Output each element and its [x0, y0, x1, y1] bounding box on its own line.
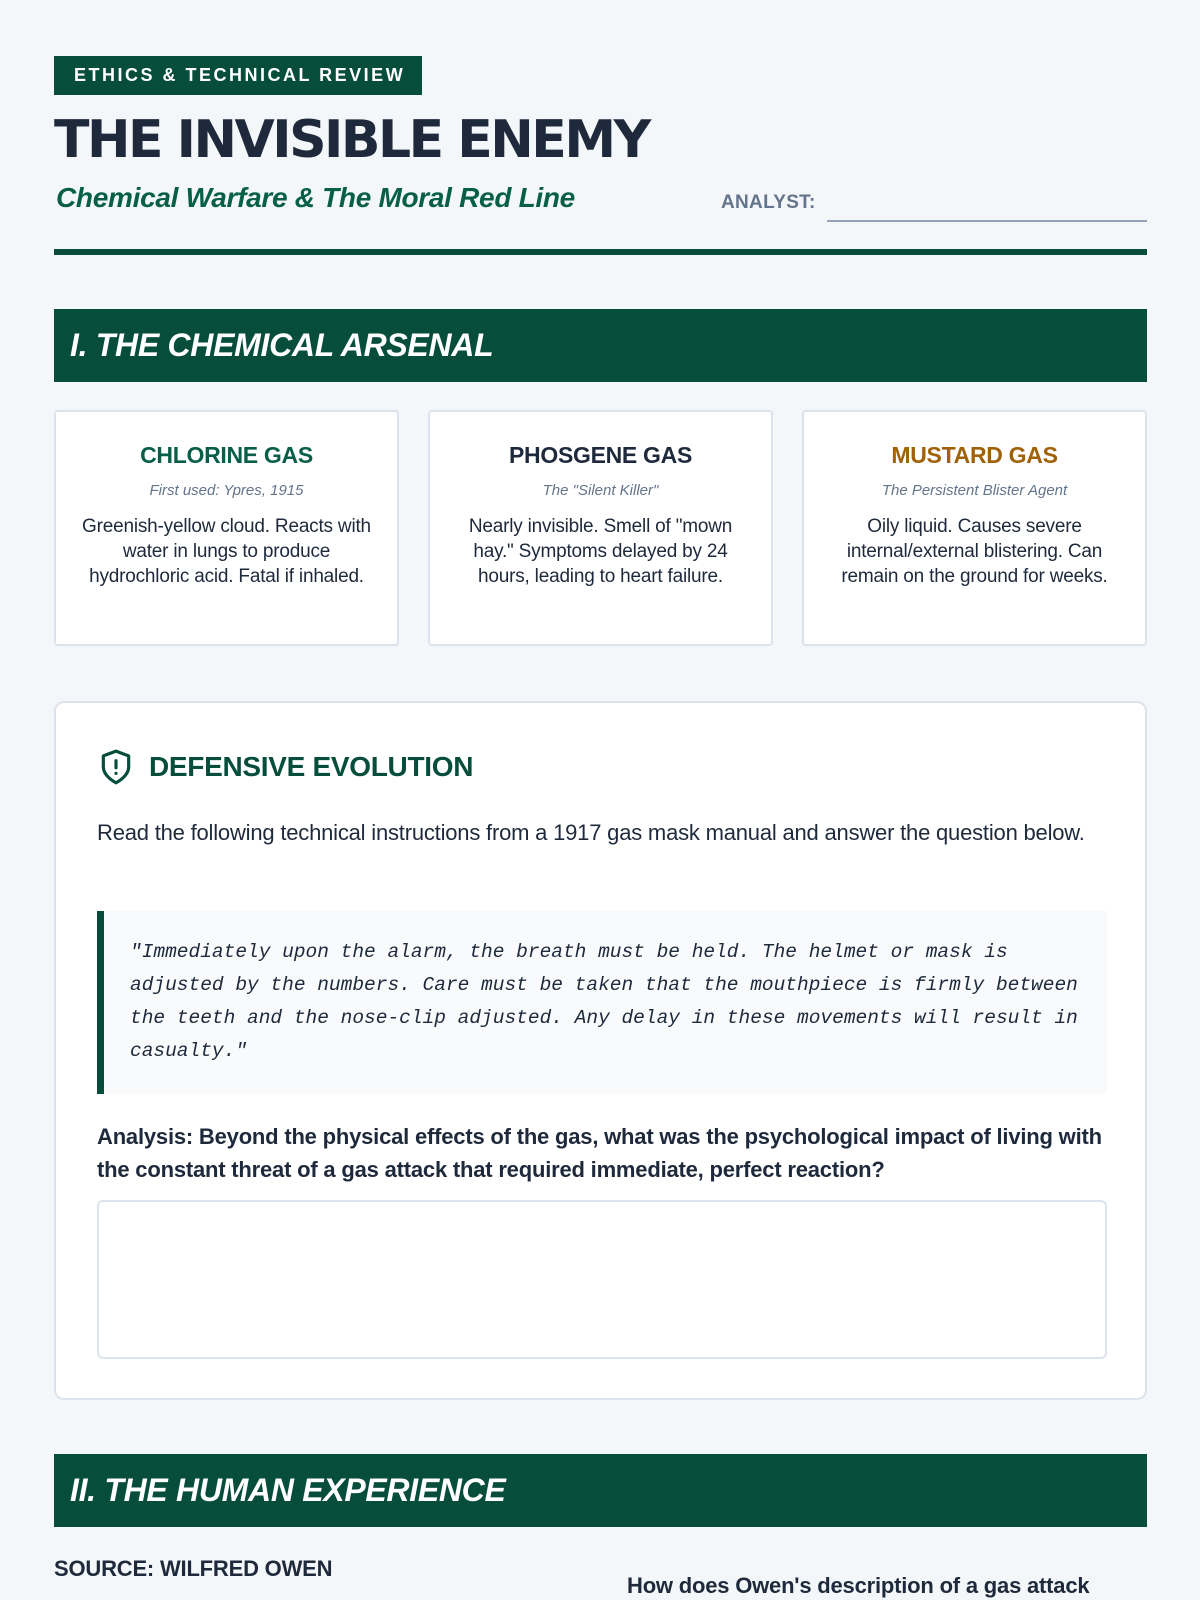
- card-subtitle: The Persistent Blister Agent: [881, 482, 1068, 499]
- card-title: CHLORINE GAS: [140, 442, 313, 468]
- source-label: SOURCE: WILFRED OWEN: [54, 1556, 333, 1581]
- card-title: MUSTARD GAS: [891, 442, 1058, 468]
- card-description: Oily liquid. Causes severe internal/external blistering. Can remain on the ground for weeks.: [841, 516, 1108, 587]
- page-subtitle: Chemical Warfare & The Moral Red Line: [56, 182, 575, 213]
- panel-instructions: Read the following technical instructions from a 1917 gas mask manual and answer the question below.: [97, 820, 1085, 845]
- analysis-answer-field[interactable]: [97, 1200, 1107, 1359]
- card-phosgene-gas: [428, 410, 773, 646]
- panel-title: DEFENSIVE EVOLUTION: [149, 751, 474, 782]
- card-subtitle: First used: Ypres, 1915: [149, 482, 304, 499]
- panel-header: [97, 747, 473, 787]
- manual-quote: "Immediately upon the alarm, the breath must be held. The helmet or mask is adjusted by the numbers. Care must be taken that the mouthpiece is firmly between the teeth and the nose-clip adjusted. Any delay in these movements will result in casualty.": [97, 911, 1107, 1094]
- section-heading-chemical-arsenal: I. THE CHEMICAL ARSENAL: [54, 309, 1147, 382]
- analysis-question: Analysis: Beyond the physical effects of the gas, what was the psychological impact of living with the constant threat of a gas attack that required immediate, perfect reaction?: [97, 1124, 1102, 1182]
- section-heading-human-experience: II. THE HUMAN EXPERIENCE: [54, 1454, 1147, 1527]
- header-divider: [54, 249, 1147, 255]
- analyst-label: ANALYST:: [721, 192, 816, 213]
- card-chlorine-gas: [54, 410, 399, 646]
- shield-alert-icon: [97, 747, 135, 787]
- category-tag: ETHICS & TECHNICAL REVIEW: [54, 56, 422, 95]
- worksheet-page: [54, 0, 1147, 1600]
- page-title: THE INVISIBLE ENEMY: [54, 110, 649, 170]
- card-subtitle: The "Silent Killer": [542, 482, 659, 499]
- card-description: Nearly invisible. Smell of "mown hay." Symptoms delayed by 24 hours, leading to heart failure.: [468, 516, 733, 587]
- card-description: Greenish-yellow cloud. Reacts with water in lungs to produce hydrochloric acid. Fatal if inhaled.: [82, 516, 371, 587]
- analyst-name-field[interactable]: [827, 220, 1147, 222]
- card-mustard-gas: [802, 410, 1147, 646]
- card-title: PHOSGENE GAS: [509, 442, 692, 468]
- defensive-evolution-panel: [54, 701, 1147, 1400]
- owen-question: How does Owen's description of a gas attack: [627, 1573, 1090, 1598]
